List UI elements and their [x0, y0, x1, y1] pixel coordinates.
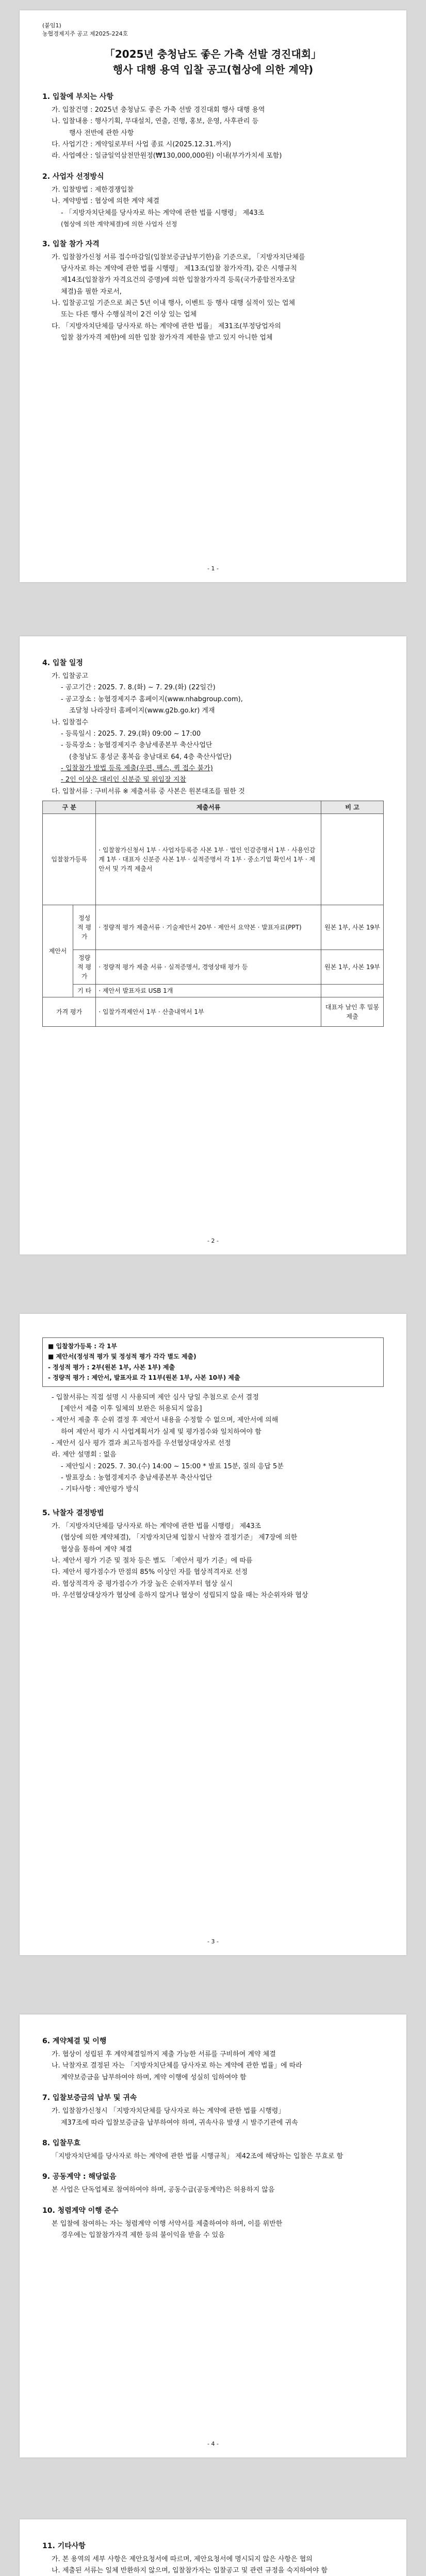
text-line: - 발표장소 : 농협경제지주 충남세종본부 축산사업단	[61, 1474, 212, 1482]
table-cell: 제안서	[43, 905, 73, 997]
text-line: - 등록장소 : 농협경제지주 충남세종본부 축산사업단	[61, 741, 212, 750]
table-row	[43, 814, 384, 905]
text-line: 체결)을 필한 자로서,	[61, 287, 122, 296]
table-row	[43, 950, 384, 985]
table-header-cell: 비 고	[321, 801, 384, 814]
text-line: 가. 입찰건명 : 2025년 충청남도 좋은 가축 선발 경진대회 행사 대행 용역	[52, 106, 265, 114]
table-cell: · 제안서 발표자료 USB 1개	[96, 985, 321, 997]
table-row	[43, 985, 384, 997]
text-line: 당사자로 하는 계약에 관한 법률 시행령」 제13조(입찰 참가자격), 같은 시행규칙	[61, 264, 297, 273]
table-cell: 원본 1부, 사본 19부	[321, 905, 384, 950]
text-line: 경우에는 입찰참가자격 제한 등의 불이익을 받을 수 있음	[61, 2231, 225, 2240]
text-line: 라. 협상적격자 중 평가점수가 가장 높은 순위자부터 협상 실시	[52, 1580, 233, 1588]
text-line: 가. 입찰참가신청 서류 접수마감일(입찰보증금납부기한)을 기준으로, 「지방자치단체를	[52, 253, 305, 261]
section-2-heading: 2. 사업자 선정방식	[42, 172, 104, 181]
text-line: - 공고기간 : 2025. 7. 8.(화) ~ 7. 29.(화) (22일간)	[61, 684, 216, 692]
text-line: (협상에 의한 계약체결)에 의한 사업자 선정	[61, 220, 177, 228]
text-line: 「지방자치단체를 당사자로 하는 계약에 관한 법률 시행규칙」 제42조에 해당하는 입찰은 무효로 함	[52, 2153, 343, 2161]
submission-notice-box: ■ 입찰참가등록 : 각 1부 ■ 제안서(정성적 평가 및 정성적 평가 각각 별도 제출) - 정성적 평가 : 2부(원본 1부, 사본 1부) 제출 - 정량적 평가 : 제안서, 발표자료 각 11부(원본 1부, 사본 10부) 제출	[42, 1337, 384, 1387]
text-line: - 기타사항 : 제안평가 방식	[61, 1485, 139, 1494]
text-line: 다. 사업기간 : 계약일로부터 사업 종료 시(2025.12.31.까지)	[52, 141, 232, 149]
section-6-heading: 6. 계약체결 및 이행	[42, 2037, 107, 2045]
text-line: 나. 입찰내용 : 행사기획, 무대설치, 연출, 진행, 홍보, 운영, 사후관리 등	[52, 117, 259, 126]
section-1-heading: 1. 입찰에 부치는 사항	[42, 92, 113, 101]
table-cell: · 정량적 평가 제출서류 · 기술제안서 20부 · 제안서 요약본 · 발표자료(PPT)	[96, 905, 321, 950]
text-line: 가. 협상이 성립된 후 계약체결일까지 제출 가능한 서류를 구비하여 계약 체결	[52, 2050, 276, 2059]
text-line: 행사 전반에 관한 사항	[69, 129, 134, 137]
table-cell: 가격 평가	[43, 997, 96, 1027]
text-line: 본 사업은 단독업체로 참여하여야 하며, 공동수급(공동계약)은 허용하지 않음	[52, 2186, 275, 2194]
text-line: (충청남도 홍성군 홍북읍 충남대로 64, 4층 축산사업단)	[69, 753, 232, 761]
table-cell: 대표자 날인 후 밀봉 제출	[321, 997, 384, 1027]
text-line: 나. 계약방법 : 협상에 의한 계약 체결	[52, 197, 160, 206]
table-cell: 원본 1부, 사본 19부	[321, 950, 384, 985]
text-line: 나. 제안서 평가 기준 및 절차 등은 별도 「제안서 평가 기준」에 따름	[52, 1556, 253, 1565]
section-8-heading: 8. 입찰무효	[42, 2139, 81, 2147]
text-line: 나. 제출된 서류는 일체 반환하지 않으며, 입찰참가자는 입찰공고 및 관련 규정을 숙지하여야 함	[52, 2567, 328, 2575]
section-11-heading: 11. 기타사항	[42, 2542, 86, 2550]
section-9-heading: 9. 공동계약 : 해당없음	[42, 2173, 117, 2181]
table-header-cell: 제출서류	[96, 801, 321, 814]
text-line: - 제안서 제출 후 순위 결정 후 제안서 내용을 수정할 수 없으며, 제안서에 의해	[52, 1416, 278, 1425]
section-7-heading: 7. 입찰보증금의 납부 및 귀속	[42, 2094, 137, 2103]
text-line: 조달청 나라장터 홈페이지(www.g2b.go.kr) 게재	[69, 707, 215, 715]
page-number: - 3 -	[207, 1938, 219, 1945]
section-3-heading: 3. 입찰 참가 자격	[42, 240, 100, 248]
text-line: 제37조에 따라 입찰보증금을 납부하여야 하며, 귀속사유 발생 시 발주기관에 귀속	[61, 2119, 298, 2127]
section-4-heading: 4. 입찰 일정	[42, 659, 83, 667]
text-line: 계약보증금을 납부하여야 하며, 계약 이행에 성실히 임하여야 함	[61, 2073, 247, 2081]
section-10-heading: 10. 청렴계약 이행 준수	[42, 2206, 119, 2215]
text-line: 가. 입찰참가신청시 「지방자치단체를 당사자로 하는 계약에 관한 법률 시행령」	[52, 2107, 285, 2115]
text-line: 가. 「지방자치단체를 당사자로 하는 계약에 관한 법률 시행령」 제43조	[52, 1522, 261, 1530]
table-cell: 정성적 평가	[73, 905, 96, 950]
text-line: 마. 우선협상대상자가 협상에 응하지 않거나 협상이 성립되지 않을 때는 차순위자와 협상	[52, 1591, 308, 1600]
table-cell: 정량적 평가	[73, 950, 96, 985]
text-line: 나. 낙찰자로 결정된 자는 「지방자치단체를 당사자로 하는 계약에 관한 법률」에 따라	[52, 2062, 302, 2070]
text-line: 다. 제안서 평가점수가 만점의 85% 이상인 자를 협상적격자로 선정	[52, 1568, 248, 1577]
text-line: 나. 입찰공고일 기준으로 최근 5년 이내 행사, 이벤트 등 행사 대행 실적이 있는 업체	[52, 299, 296, 308]
text-line: 나. 입찰접수	[52, 718, 89, 726]
table-row	[43, 905, 384, 950]
text-line: 본 입찰에 참여하는 자는 청렴계약 이행 서약서를 제출하여야 하며, 이를 위반한	[52, 2219, 283, 2228]
text-line: - 입찰서류는 직접 설명 시 사용되며 제안 심사 당일 추첨으로 순서 결정	[52, 1393, 259, 1401]
attachment-label: (붙임1)	[42, 22, 61, 29]
document-page-2	[20, 636, 406, 1255]
text-line: 제14조(입찰참가 자격요건의 증명)에 의한 입찰참가자격 등록(국가종합전자조달	[61, 276, 296, 284]
table-cell: 입찰참가등록	[43, 814, 96, 905]
text-line: 다. 「지방자치단체를 당사자로 하는 계약에 관한 법률」 제31조(부정당업자의	[52, 322, 281, 330]
text-line: 협상을 통하여 계약 체결	[61, 1545, 132, 1553]
document-page-5	[20, 2519, 406, 2576]
table-header-cell: 구 분	[43, 801, 96, 814]
text-line: 라. 사업예산 : 일금일억삼천만원정(₩130,000,000원) 이내(부가가치세 포함)	[52, 152, 282, 160]
submission-documents-table	[42, 801, 384, 1027]
text-line: - 제안일시 : 2025. 7. 30.(수) 14:00 ~ 15:00 * 발표 15분, 질의 응답 5분	[61, 1462, 284, 1470]
text-line: (협상에 의한 계약체결), 「지방자치단체 입찰시 낙찰자 결정기준」 제7장에 의한	[61, 1534, 298, 1542]
table-cell: · 입찰가격제안서 1부 · 산출내역서 1부	[96, 997, 321, 1027]
text-line: 가. 입찰공고	[52, 672, 89, 681]
text-line: 또는 다른 행사 수행실적이 2건 이상 있는 업체	[61, 311, 197, 319]
notice-number: 농협경제지주 공고 제2025-224호	[42, 30, 128, 37]
page-number: - 4 -	[207, 2441, 219, 2447]
text-line: - 입찰참가 방법 등록 제출(우편, 팩스, 퀵 접수 불가)	[61, 764, 213, 772]
table-cell: · 입찰참가신청서 1부 · 사업자등록증 사본 1부 · 법인 인감증명서 1부 · 사용인감계 1부 · 대표자 신분증 사본 1부 · 실적증명서 각 1부 · 중소기업 확인서 1부 · 제안서 및 가격 제출서	[96, 814, 321, 905]
document-title: 「2025년 충청남도 좋은 가축 선발 경진대회」 행사 대행 용역 입찰 공고(협상에 의한 계약)	[104, 47, 322, 76]
text-line: - 「지방자치단체를 당사자로 하는 계약에 관한 법률 시행령」 제43조	[61, 209, 265, 217]
text-line: - 제안서 심사 평가 결과 최고득점자를 우선협상대상자로 선정	[52, 1439, 231, 1447]
text-line: 가. 본 용역의 세부 사항은 제안요청서에 따르며, 제안요청서에 명시되지 않은 사항은 협의	[52, 2555, 313, 2564]
text-line: 입찰 참가자격 제한)에 의한 입찰 참가자격 제한을 받고 있지 아니한 업체	[61, 334, 273, 342]
table-cell	[321, 814, 384, 905]
table-row	[43, 997, 384, 1027]
text-line: - 등록일시 : 2025. 7. 29.(화) 09:00 ~ 17:00	[61, 730, 201, 738]
table-header-row	[43, 801, 384, 814]
table-cell: 기 타	[73, 985, 96, 997]
table-cell: · 정량적 평가 제출 서류 · 실적증명서, 경영상태 평가 등	[96, 950, 321, 985]
document-page-3	[20, 1314, 406, 1955]
text-line: 다. 입찰서류 : 구비서류 ※ 제출서류 중 사본은 원본대조를 필한 것	[52, 787, 245, 795]
table-cell	[321, 985, 384, 997]
text-line: [제안서 제출 이후 일체의 보완은 허용되지 않음]	[61, 1404, 202, 1413]
document-page-1	[20, 10, 406, 582]
text-line: 라. 제안 설명회 : 없음	[52, 1451, 117, 1459]
text-line: 가. 입찰방법 : 제한경쟁입찰	[52, 185, 134, 194]
document-page-4	[20, 2014, 406, 2458]
text-line: - 공고장소 : 농협경제지주 홈페이지(www.nhabgroup.com),	[61, 695, 243, 703]
page-number: - 1 -	[207, 565, 219, 572]
section-5-heading: 5. 낙찰자 결정방법	[42, 1509, 104, 1517]
page-number: - 2 -	[207, 1238, 219, 1244]
text-line: - 2인 이상은 대리인 신분증 및 위임장 지참	[61, 776, 186, 784]
text-line: 하여 제안서 평가 시 사업계획서가 실제 및 평가점수와 일치하여야 함	[61, 1428, 261, 1436]
